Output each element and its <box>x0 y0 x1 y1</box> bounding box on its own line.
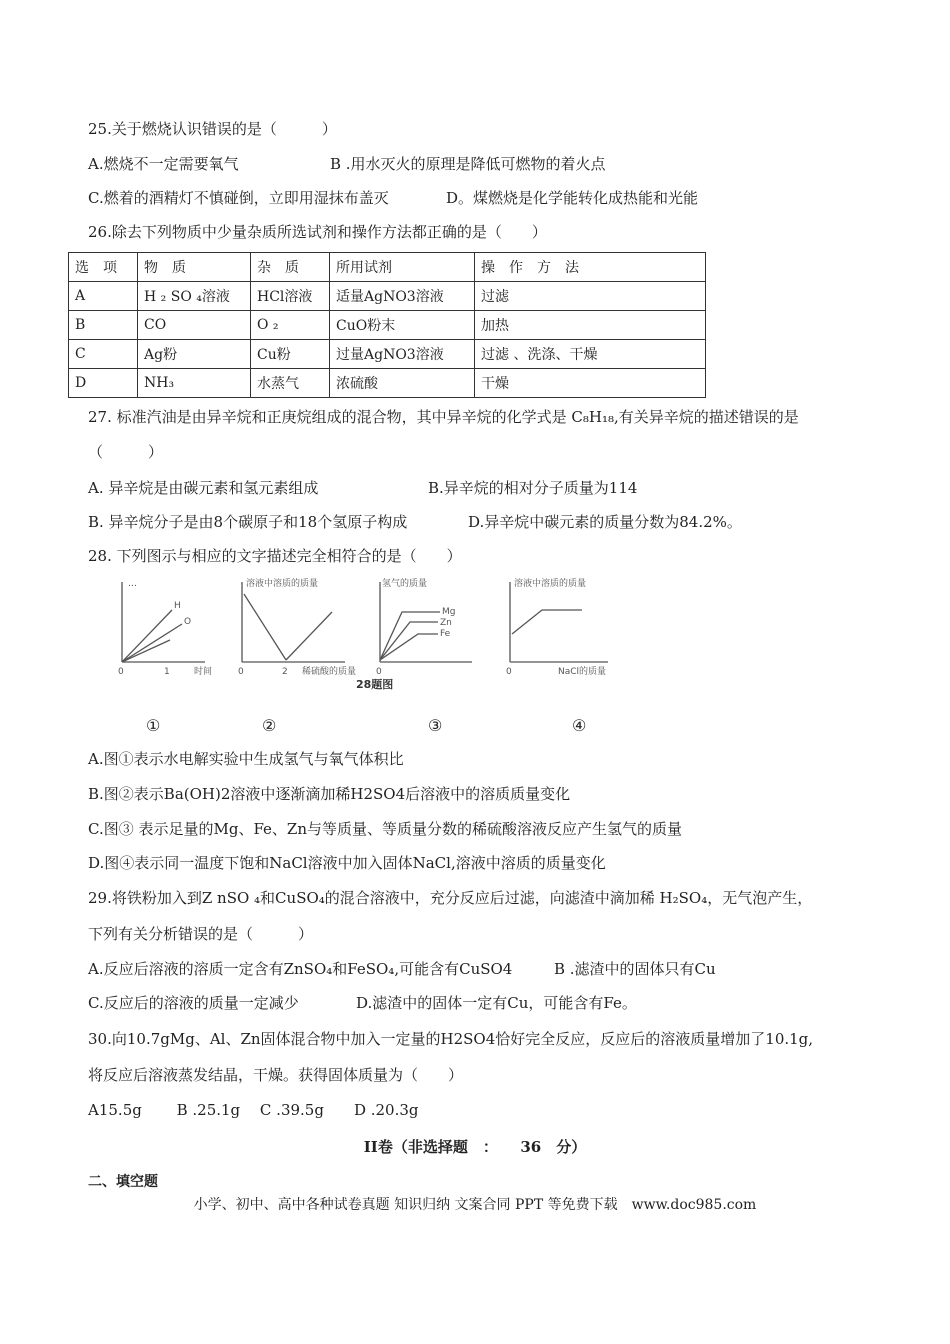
fill-in-title: 二、填空题 <box>88 1174 158 1190</box>
table-header-cell: 选 项 <box>69 253 138 282</box>
q28-option-c: C.图③ 表示足量的Mg、Fe、Zn与等质量、等质量分数的稀硫酸溶液反应产生氢气的质量 <box>88 820 682 838</box>
graph4-ylabel: 溶液中溶质的质量 <box>514 579 587 589</box>
table-cell: H ₂ SO ₄溶液 <box>138 282 251 311</box>
table-cell: B <box>69 311 138 340</box>
q29-stem-1: 29.将铁粉加入到Z nSO ₄和CuSO₄的混合溶液中，充分反应后过滤，向滤渣中滴加稀 H₂SO₄，无气泡产生， <box>88 889 813 907</box>
q25-option-b: B .用水灭火的原理是降低可燃物的着火点 <box>330 155 606 173</box>
graph-label-2: ② <box>262 716 277 735</box>
q26-stem: 26.除去下列物质中少量杂质所选试剂和操作方法都正确的是（ ） <box>88 223 547 241</box>
graph2-tick: 2 <box>282 667 288 677</box>
q28-option-d: D.图④表示同一温度下饱和NaCl溶液中加入固体NaCl,溶液中溶质的质量变化 <box>88 854 606 872</box>
table-cell: A <box>69 282 138 311</box>
table-cell: D <box>69 369 138 398</box>
table-header-cell: 所用试剂 <box>330 253 475 282</box>
q28-graphs <box>110 572 670 697</box>
q27-option-a: A. 异辛烷是由碳元素和氢元素组成 <box>88 479 319 497</box>
graph3-origin: 0 <box>376 667 382 677</box>
graph1-tick: 1 <box>164 667 170 677</box>
q29-stem-2: 下列有关分析错误的是（ ） <box>88 925 314 943</box>
q26-table <box>68 252 706 398</box>
section-title: II卷（非选择题 ： 36 分） <box>363 1138 587 1156</box>
table-row <box>69 311 706 340</box>
table-cell: CuO粉末 <box>330 311 475 340</box>
table-header-cell: 物 质 <box>138 253 251 282</box>
table-cell: 加热 <box>475 311 706 340</box>
graph1-series-o: O <box>184 617 192 627</box>
graph1-series-h: H <box>174 601 181 611</box>
footer-text: 小学、初中、高中各种试卷真题 知识归纳 文案合同 PPT 等免费下载 www.doc985.com <box>193 1197 757 1213</box>
q29-option-a: A.反应后溶液的溶质一定含有ZnSO₄和FeSO₄,可能含有CuSO4 <box>88 960 513 978</box>
q27-option-c: B. 异辛烷分子是由8个碳原子和18个氢原子构成 <box>88 513 408 531</box>
graph3-series-mg: Mg <box>442 607 456 617</box>
q30-stem-2: 将反应后溶液蒸发结晶，干燥。获得固体质量为（ ） <box>88 1066 464 1084</box>
graph2-ylabel: 溶液中溶质的质量 <box>246 579 319 589</box>
table-cell: Cu粉 <box>251 340 330 369</box>
q27-paren: （ ） <box>88 443 164 461</box>
q27-option-d: D.异辛烷中碳元素的质量分数为84.2%。 <box>468 513 742 531</box>
graph-label-4: ④ <box>572 716 587 735</box>
table-cell: CO <box>138 311 251 340</box>
q29-option-c: C.反应后的溶液的质量一定减少 <box>88 994 299 1012</box>
table-header-cell: 杂 质 <box>251 253 330 282</box>
q25-option-c: C.燃着的酒精灯不慎碰倒，立即用湿抹布盖灭 <box>88 189 389 207</box>
table-cell: C <box>69 340 138 369</box>
table-row <box>69 369 706 398</box>
table-cell: 干燥 <box>475 369 706 398</box>
graph-label-3: ③ <box>428 716 443 735</box>
table-cell: 水蒸气 <box>251 369 330 398</box>
graph1-xlabel: 时间 <box>194 667 213 677</box>
table-row <box>69 340 706 369</box>
table-row <box>69 282 706 311</box>
graph1-origin: 0 <box>118 667 124 677</box>
table-header-row <box>69 253 706 282</box>
table-cell: 过滤 、洗涤、干燥 <box>475 340 706 369</box>
graph-caption: 28题图 <box>356 678 394 691</box>
graph3-series-fe: Fe <box>440 629 451 639</box>
table-header-cell: 操 作 方 法 <box>475 253 706 282</box>
q29-option-d: D.滤渣中的固体一定有Cu，可能含有Fe。 <box>356 994 637 1012</box>
table-cell: 过滤 <box>475 282 706 311</box>
graph-label-1: ① <box>146 716 161 735</box>
table-cell: HCl溶液 <box>251 282 330 311</box>
graph4-origin: 0 <box>506 667 512 677</box>
graph3-ylabel: 氢气的质量 <box>382 579 428 589</box>
q27-option-b: B.异辛烷的相对分子质量为114 <box>428 479 638 497</box>
graph2-origin: 0 <box>238 667 244 677</box>
table-cell: 适量AgNO3溶液 <box>330 282 475 311</box>
q25-option-d: D。煤燃烧是化学能转化成热能和光能 <box>446 189 699 207</box>
q28-option-b: B.图②表示Ba(OH)2溶液中逐渐滴加稀H2SO4后溶液中的溶质质量变化 <box>88 785 571 803</box>
table-cell: Ag粉 <box>138 340 251 369</box>
q28-stem: 28. 下列图示与相应的文字描述完全相符合的是（ ） <box>88 547 462 565</box>
table-cell: 过量AgNO3溶液 <box>330 340 475 369</box>
table-cell: NH₃ <box>138 369 251 398</box>
q29-option-b: B .滤渣中的固体只有Cu <box>554 960 716 978</box>
graph2-xlabel: 稀硫酸的质量 <box>302 667 357 677</box>
q27-stem: 27. 标准汽油是由异辛烷和正庚烷组成的混合物，其中异辛烷的化学式是 C₈H₁₈,有关异辛烷的描述错误的是 <box>88 408 799 426</box>
graph3-series-zn: Zn <box>440 618 452 628</box>
table-cell: O ₂ <box>251 311 330 340</box>
graph4-xlabel: NaCl的质量 <box>558 667 607 677</box>
q30-stem-1: 30.向10.7gMg、Al、Zn固体混合物中加入一定量的H2SO4恰好完全反应，反应后的溶液质量增加了10.1g, <box>88 1030 814 1048</box>
graph1-ylabel: … <box>128 579 137 589</box>
q28-option-a: A.图①表示水电解实验中生成氢气与氧气体积比 <box>88 750 404 768</box>
table-cell: 浓硫酸 <box>330 369 475 398</box>
q30-options: A15.5g B .25.1g C .39.5g D .20.3g <box>88 1101 419 1119</box>
q25-option-a: A.燃烧不一定需要氧气 <box>88 155 239 173</box>
q25-stem: 25.关于燃烧认识错误的是（ ） <box>88 120 337 138</box>
